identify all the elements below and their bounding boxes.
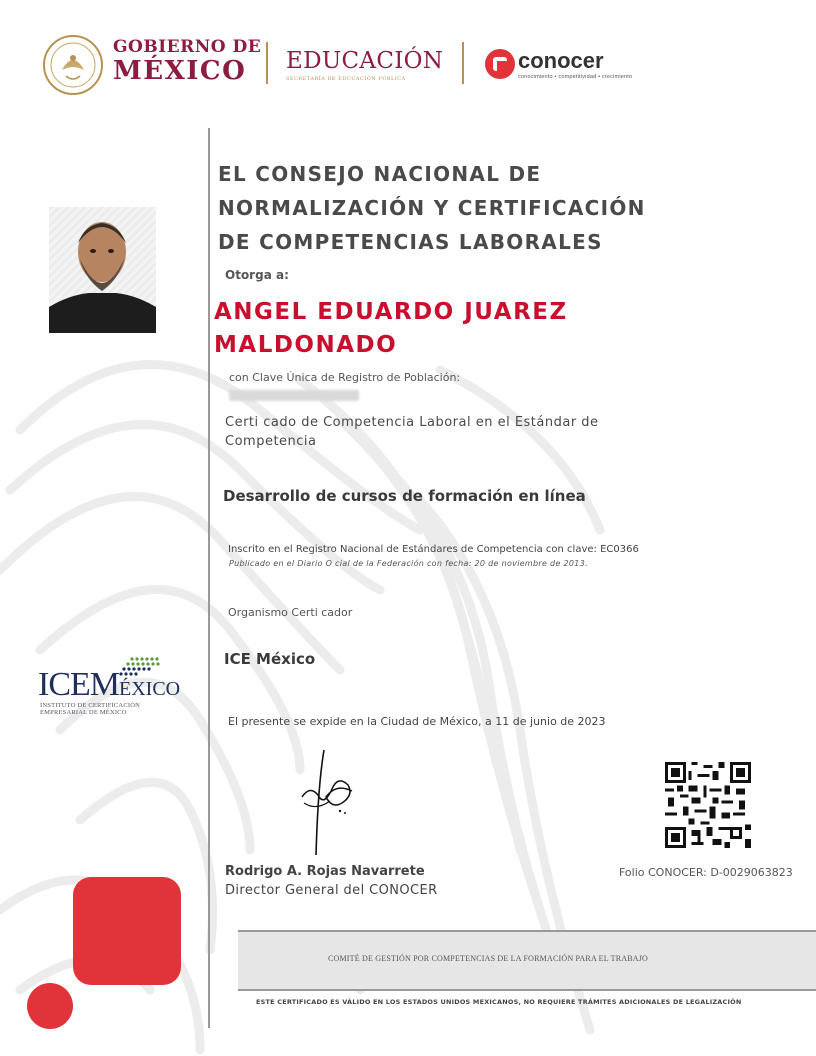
gobierno-de-mexico-logo: [113, 39, 261, 84]
mexico-seal-icon: [42, 34, 104, 96]
organismo-label: Organismo Certi cador: [228, 606, 353, 619]
signer-title: Director General del CONOCER: [225, 883, 438, 898]
issuer-title: EL CONSEJO NACIONAL DE NORMALIZACIÓN Y CERTIFICACIÓN DE COMPETENCIAS LABORALES: [218, 162, 646, 254]
standard-name: Desarrollo de cursos de formación en línea: [223, 487, 586, 505]
gobierno-line1: GOBIERNO DE: [113, 37, 262, 57]
conocer-wordmark: [518, 50, 632, 80]
curp-redacted: [229, 390, 359, 401]
signature-icon: [296, 745, 366, 860]
conocer-tagline: conocimiento • competitividad • crecimiento: [518, 74, 633, 80]
comite-text: COMITÉ DE GESTIÓN POR COMPETENCIAS DE LA FORMACIÓN PARA EL TRABAJO: [327, 954, 649, 963]
comite-banner: [238, 930, 816, 991]
curp-label: con Clave Única de Registro de Población:: [229, 371, 461, 384]
header-divider: [462, 42, 464, 84]
educacion-title: EDUCACIÓN: [286, 48, 444, 74]
certificate-description: Certi cado de Competencia Laboral en el Estándar de Competencia: [225, 415, 599, 449]
header-divider: [266, 42, 268, 84]
vertical-divider: [208, 128, 210, 1028]
conocer-logo-icon: [484, 48, 516, 80]
organismo-name: ICE México: [224, 650, 316, 668]
publication-text: Publicado en el Diario O cial de la Federación con fecha: 20 de noviembre de 2013.: [229, 559, 588, 568]
header: [40, 30, 680, 100]
icem-main: ICEM: [38, 666, 119, 703]
icem-sub1: INSTITUTO DE CERTIFICACIÓN: [40, 702, 141, 709]
issue-place-date: El presente se expide en la Ciudad de México, a 11 de junio de 2023: [228, 715, 606, 728]
validity-notice: ESTE CERTIFICADO ES VÁLIDO EN LOS ESTADOS UNIDOS MEXICANOS, NO REQUIERE TRÁMITES ADICIONALES DE LEGALIZACIÓN: [256, 998, 742, 1006]
icem-subtitle: [40, 702, 140, 716]
decorative-red-square: [73, 877, 181, 985]
registry-text: Inscrito en el Registro Nacional de Estándares de Competencia con clave: EC0366: [228, 544, 639, 555]
icem-logo: [38, 656, 181, 718]
gobierno-line2: MÉXICO: [113, 56, 247, 86]
recipient-name: ANGEL EDUARDO JUAREZ MALDONADO: [214, 299, 568, 358]
folio-number: Folio CONOCER: D-0029063823: [619, 866, 793, 879]
signer-name: Rodrigo A. Rojas Navarrete: [225, 864, 425, 879]
conocer-title: conocer: [518, 48, 604, 73]
decorative-red-circle: [27, 983, 73, 1029]
educacion-logo: [286, 50, 443, 82]
educacion-subtitle: SECRETARÍA DE EDUCACIÓN PÚBLICA: [286, 76, 406, 82]
icem-wordmark: [38, 668, 180, 702]
qr-code-icon: [665, 762, 751, 848]
otorga-label: Otorga a:: [225, 268, 289, 282]
icem-suffix: ÉXICO: [119, 678, 181, 700]
icem-sub2: EMPRESARIAL DE MÉXICO: [40, 709, 127, 716]
recipient-photo: [49, 207, 156, 333]
